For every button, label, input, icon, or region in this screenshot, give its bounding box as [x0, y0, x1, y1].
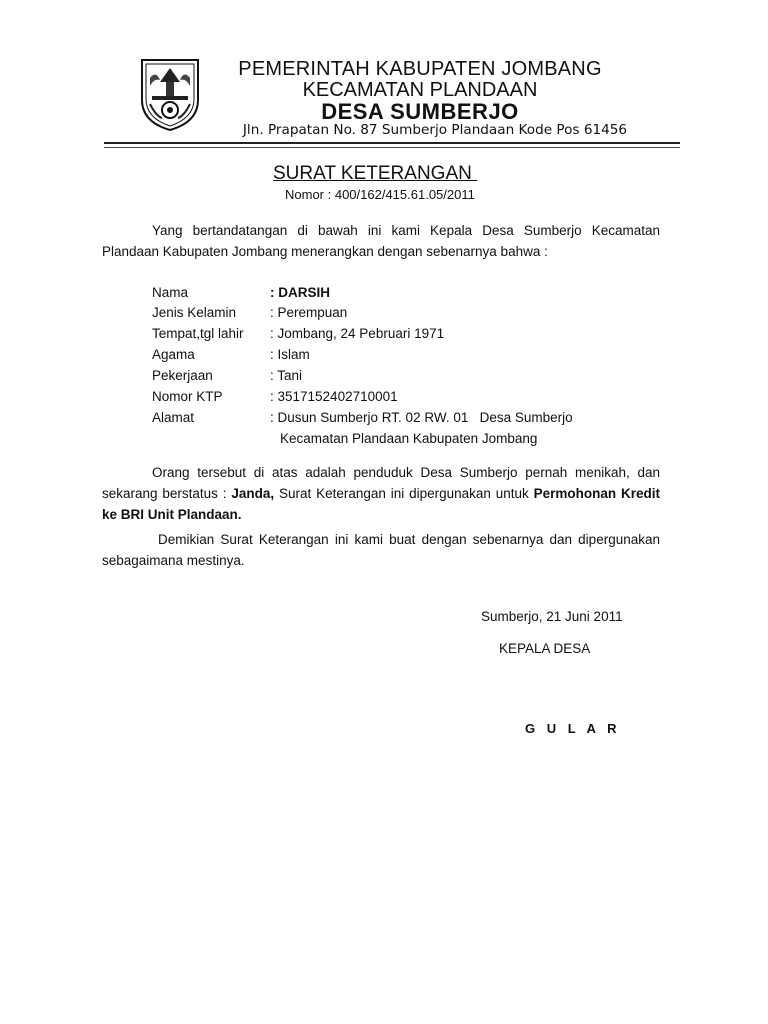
identity-label: Pekerjaan	[152, 368, 213, 383]
identity-value: : Perempuan	[270, 305, 348, 320]
status-paragraph	[102, 462, 660, 525]
identity-address-continued: Kecamatan Plandaan Kabupaten Jombang	[280, 431, 538, 446]
identity-value: : Dusun Sumberjo RT. 02 RW. 01 Desa Sumberjo	[270, 410, 573, 425]
intro-paragraph	[102, 220, 660, 262]
identity-value: : Islam	[270, 347, 310, 362]
identity-label: Nomor KTP	[152, 389, 223, 404]
identity-value: : Jombang, 24 Pebruari 1971	[270, 326, 445, 341]
identity-label: Alamat	[152, 410, 195, 425]
identity-label: Nama	[152, 285, 189, 300]
letterhead-district: KECAMATAN PLANDAAN	[302, 79, 538, 101]
letterhead-address: Jln. Prapatan No. 87 Sumberjo Plandaan Kode Pos 61456	[242, 122, 628, 138]
identity-label: Tempat,tgl lahir	[152, 326, 244, 341]
identity-value: : Tani	[270, 368, 303, 383]
marital-status: Janda,	[231, 486, 275, 501]
status-text-2: Surat Keterangan ini dipergunakan untuk	[274, 486, 534, 501]
letterhead-government: PEMERINTAH KABUPATEN JOMBANG	[238, 58, 602, 80]
signature-place-date: Sumberjo, 21 Juni 2011	[481, 609, 623, 624]
signature-name: G U L A R	[525, 721, 621, 736]
document-title: SURAT KETERANGAN	[273, 163, 478, 184]
identity-label: Jenis Kelamin	[152, 305, 237, 320]
identity-value: : DARSIH	[270, 285, 330, 300]
intro-text: Yang bertandatangan di bawah ini kami Kepala Desa Sumberjo Kecamatan Plandaan Kabupaten Jombang menerangkan dengan sebenarnya bahwa :	[102, 223, 660, 259]
signature-position: KEPALA DESA	[499, 641, 591, 656]
letterhead-village: DESA SUMBERJO	[321, 99, 519, 124]
identity-label: Agama	[152, 347, 195, 362]
document-number: Nomor : 400/162/415.61.05/2011	[285, 187, 475, 202]
letterhead-divider	[104, 142, 680, 144]
letterhead-divider-thin	[104, 147, 680, 148]
purpose-text: Permohonan Kredit ke BRI Unit Plandaan.	[102, 486, 660, 522]
identity-value: : 3517152402710001	[270, 389, 398, 404]
closing-text: Demikian Surat Keterangan ini kami buat dengan sebenarnya dan dipergunakan sebagaimana mestinya.	[102, 532, 660, 568]
status-text-1: Orang tersebut di atas adalah penduduk Desa Sumberjo pernah menikah, dan sekarang berstatus :	[102, 465, 660, 501]
closing-paragraph	[102, 529, 660, 571]
